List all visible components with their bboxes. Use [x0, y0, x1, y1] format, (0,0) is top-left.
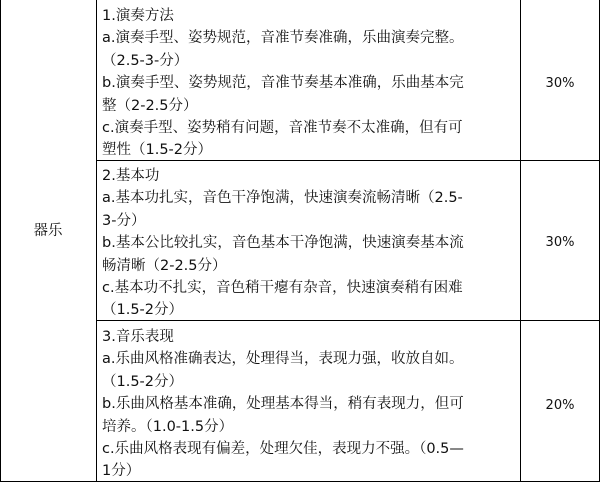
criterion-line: 整（2-2.5分）: [102, 97, 198, 114]
table-divider-category: [96, 0, 97, 482]
criterion-line: （1.5-2分）: [102, 302, 184, 319]
criterion-line: b.基本公比较扎实，音色基本干净饱满，快速演奏基本流: [102, 235, 464, 252]
criterion-line: a.基本功扎实，音色干净饱满，快速演奏流畅清晰（2.5-: [102, 190, 463, 207]
criterion-title: 2.基本功: [102, 168, 160, 184]
criterion-line: （1.5-2分）: [102, 373, 184, 390]
criterion-title: 1.演奏方法: [102, 8, 174, 24]
criterion-line: a.演奏手型、姿势规范，音准节奏准确，乐曲演奏完整。: [102, 30, 464, 47]
criterion-title: 3.音乐表现: [102, 329, 174, 345]
table-border-right: [599, 0, 600, 482]
weight-percent: 30%: [545, 235, 575, 250]
criterion-musical-expression: [102, 326, 520, 483]
criterion-line: 1分）: [102, 463, 141, 480]
category-label: 器乐: [33, 223, 63, 239]
criterion-line: 3-分）: [102, 212, 146, 229]
criterion-line: 畅清晰（2-2.5分）: [102, 257, 227, 274]
criterion-line: 塑性（1.5-2分）: [102, 142, 213, 159]
criterion-line: 培养。（1.0-1.5分）: [102, 418, 234, 435]
weight-percent: 30%: [545, 76, 575, 91]
criterion-line: c.基本功不扎实，音色稍干瘪有杂音，快速演奏稍有困难: [102, 279, 463, 296]
weight-percent: 20%: [545, 398, 575, 413]
criterion-playing-method: [102, 5, 520, 162]
criterion-line: a.乐曲风格准确表达，处理得当，表现力强，收放自如。: [102, 351, 464, 368]
criterion-line: （2.5-3-分）: [102, 52, 189, 69]
criterion-line: b.演奏手型、姿势规范，音准节奏基本准确，乐曲基本完: [102, 75, 464, 92]
criterion-line: c.乐曲风格表现有偏差，处理欠佳，表现力不强。（0.5—: [102, 440, 464, 457]
criterion-line: b.乐曲风格基本准确，处理基本得当，稍有表现力，但可: [102, 396, 464, 413]
criterion-line: c.演奏手型、姿势稍有问题，音准节奏不太准确，但有可: [102, 119, 463, 136]
criterion-basic-skills: [102, 165, 520, 322]
